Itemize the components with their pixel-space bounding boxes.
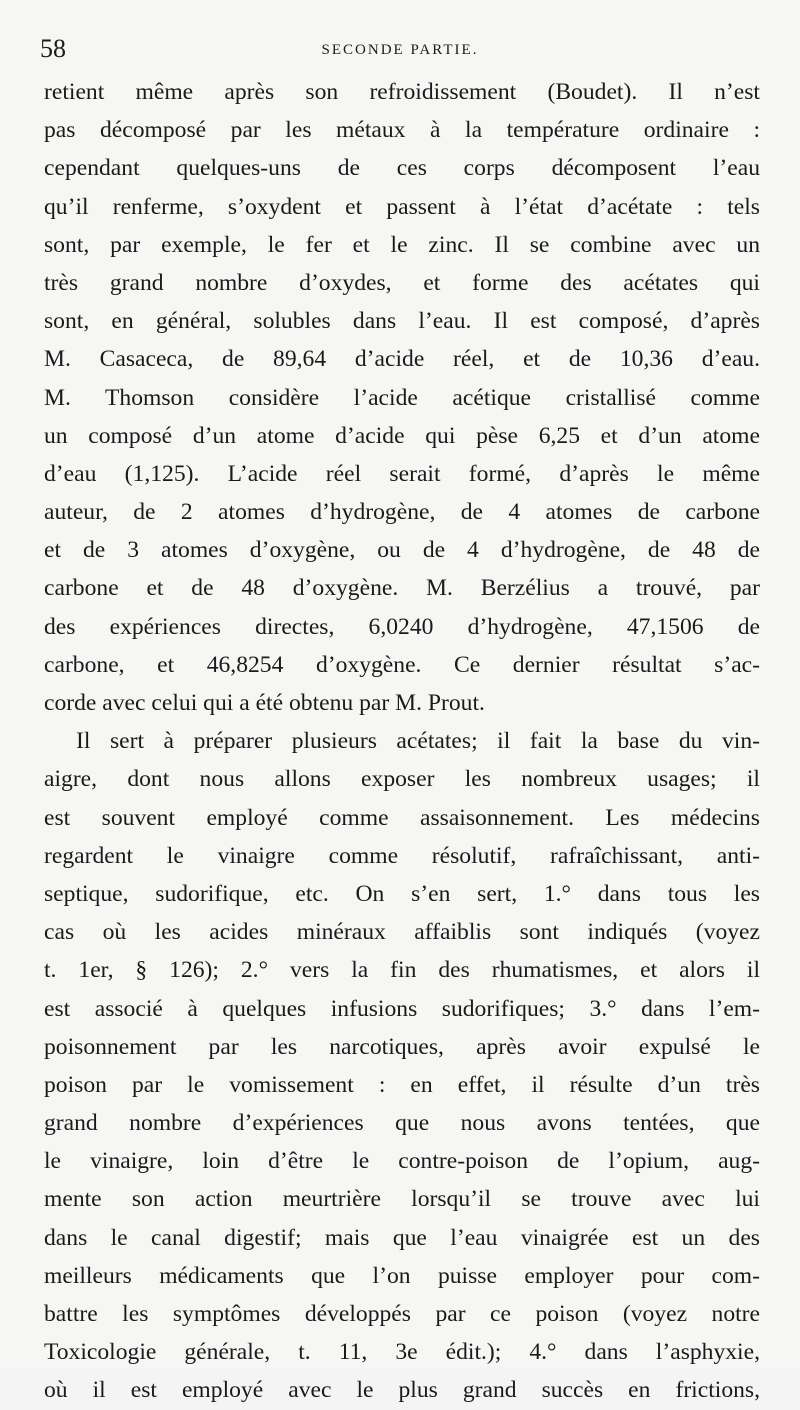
text-line: d’eau (1,125). L’acide réel serait formé, d’après le même bbox=[44, 460, 760, 487]
text-line: septique, sudorifique, etc. On s’en sert, 1.° dans tous les bbox=[44, 880, 760, 907]
text-line: sont, par exemple, le fer et le zinc. Il se combine avec un bbox=[44, 231, 760, 258]
text-line: qu’il renferme, s’oxydent et passent à l’état d’acétate : tels bbox=[44, 193, 760, 220]
text-line: battre les symptômes développés par ce poison (voyez notre bbox=[44, 1301, 760, 1327]
text-line: auteur, de 2 atomes d’hydrogène, de 4 atomes de carbone bbox=[44, 499, 760, 526]
text-line: poisonnement par les narcotiques, après avoir expulsé le bbox=[44, 1033, 760, 1060]
text-line: est associé à quelques infusions sudorifiques; 3.° dans l’em- bbox=[44, 995, 760, 1022]
text-line: très grand nombre d’oxydes, et forme des acétates qui bbox=[44, 269, 760, 296]
text-line: meilleurs médicaments que l’on puisse employer pour com- bbox=[44, 1262, 760, 1289]
paragraph-2 bbox=[44, 722, 760, 1409]
text-line: cependant quelques-uns de ces corps décomposent l’eau bbox=[44, 155, 760, 182]
text-line: M. Thomson considère l’acide acétique cristallisé comme bbox=[44, 384, 760, 411]
text-line: carbone, et 46,8254 d’oxygène. Ce dernier résultat s’ac- bbox=[44, 651, 760, 678]
text-line: est souvent employé comme assaisonnement. Les médecins bbox=[44, 804, 760, 831]
text-line: Toxicologie générale, t. 11, 3e édit.); 4.° dans l’asphyxie, bbox=[44, 1339, 760, 1366]
paragraph-1 bbox=[44, 73, 760, 722]
text-line: poison par le vomissement : en effet, il résulte d’un très bbox=[44, 1071, 760, 1098]
page-header bbox=[40, 34, 760, 64]
text-line: dans le canal digestif; mais que l’eau vinaigrée est un des bbox=[44, 1224, 760, 1251]
text-line: cas où les acides minéraux affaiblis sont indiqués (voyez bbox=[44, 919, 760, 946]
text-line: regardent le vinaigre comme résolutif, rafraîchissant, anti- bbox=[44, 842, 760, 869]
text-line: où il est employé avec le plus grand succès en frictions, bbox=[44, 1377, 760, 1404]
body-text bbox=[44, 73, 760, 1410]
text-line: mente son action meurtrière lorsqu’il se trouve avec lui bbox=[44, 1186, 760, 1213]
text-line: et de 3 atomes d’oxygène, ou de 4 d’hydrogène, de 48 de bbox=[44, 537, 760, 564]
text-line: retient même après son refroidissement (Boudet). Il n’est bbox=[44, 79, 760, 105]
text-line: des expériences directes, 6,0240 d’hydrogène, 47,1506 de bbox=[44, 613, 760, 640]
text-line: un composé d’un atome d’acide qui pèse 6,25 et d’un atome bbox=[44, 422, 760, 449]
text-line: aigre, dont nous allons exposer les nombreux usages; il bbox=[44, 766, 760, 793]
text-line: carbone et de 48 d’oxygène. M. Berzélius a trouvé, par bbox=[44, 575, 760, 602]
text-line: Il sert à préparer plusieurs acétates; il fait la base du vin- bbox=[76, 728, 760, 755]
page-number: 58 bbox=[40, 34, 66, 63]
text-line: t. 1er, § 126); 2.° vers la fin des rhumatismes, et alors il bbox=[44, 957, 760, 984]
text-line: grand nombre d’expériences que nous avons tentées, que bbox=[44, 1110, 760, 1137]
text-line: M. Casaceca, de 89,64 d’acide réel, et de 10,36 d’eau. bbox=[44, 346, 760, 373]
text-line: pas décomposé par les métaux à la température ordinaire : bbox=[44, 117, 760, 144]
text-line: corde avec celui qui a été obtenu par M. Prout. bbox=[44, 690, 485, 716]
text-line: sont, en général, solubles dans l’eau. Il est composé, d’après bbox=[44, 308, 760, 335]
text-line: le vinaigre, loin d’être le contre-poison de l’opium, aug- bbox=[44, 1148, 760, 1175]
running-head: SECONDE PARTIE. bbox=[321, 42, 479, 58]
